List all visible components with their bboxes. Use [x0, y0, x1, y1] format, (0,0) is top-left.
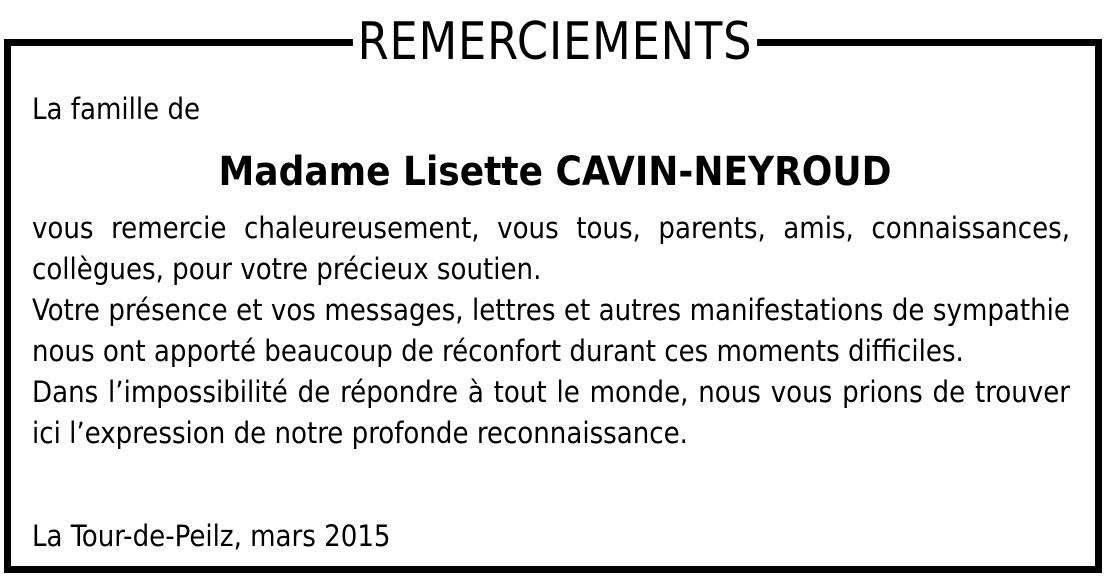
place-and-date: La Tour-de-Peilz, mars 2015: [32, 519, 391, 553]
notice-title: REMERCIEMENTS: [353, 0, 757, 84]
intro-text: La famille de: [32, 92, 201, 126]
message-body: [32, 208, 1070, 454]
message-paragraph: Votre présence et vos messages, lettres et autres manifestations de sympathie nous ont apporté beaucoup de réconfort durant ces moments difficiles.: [32, 293, 1070, 368]
message-paragraph: vous remercie chaleureusement, vous tous, parents, amis, connaissances, collègues, pour votre précieux soutien.: [32, 211, 1070, 286]
message-paragraph: Dans l’impossibilité de répondre à tout le monde, nous vous prions de trouver ici l’expression de notre profonde reconnaissance.: [32, 375, 1070, 450]
deceased-name: Madame Lisette CAVIN-NEYROUD: [218, 149, 892, 195]
